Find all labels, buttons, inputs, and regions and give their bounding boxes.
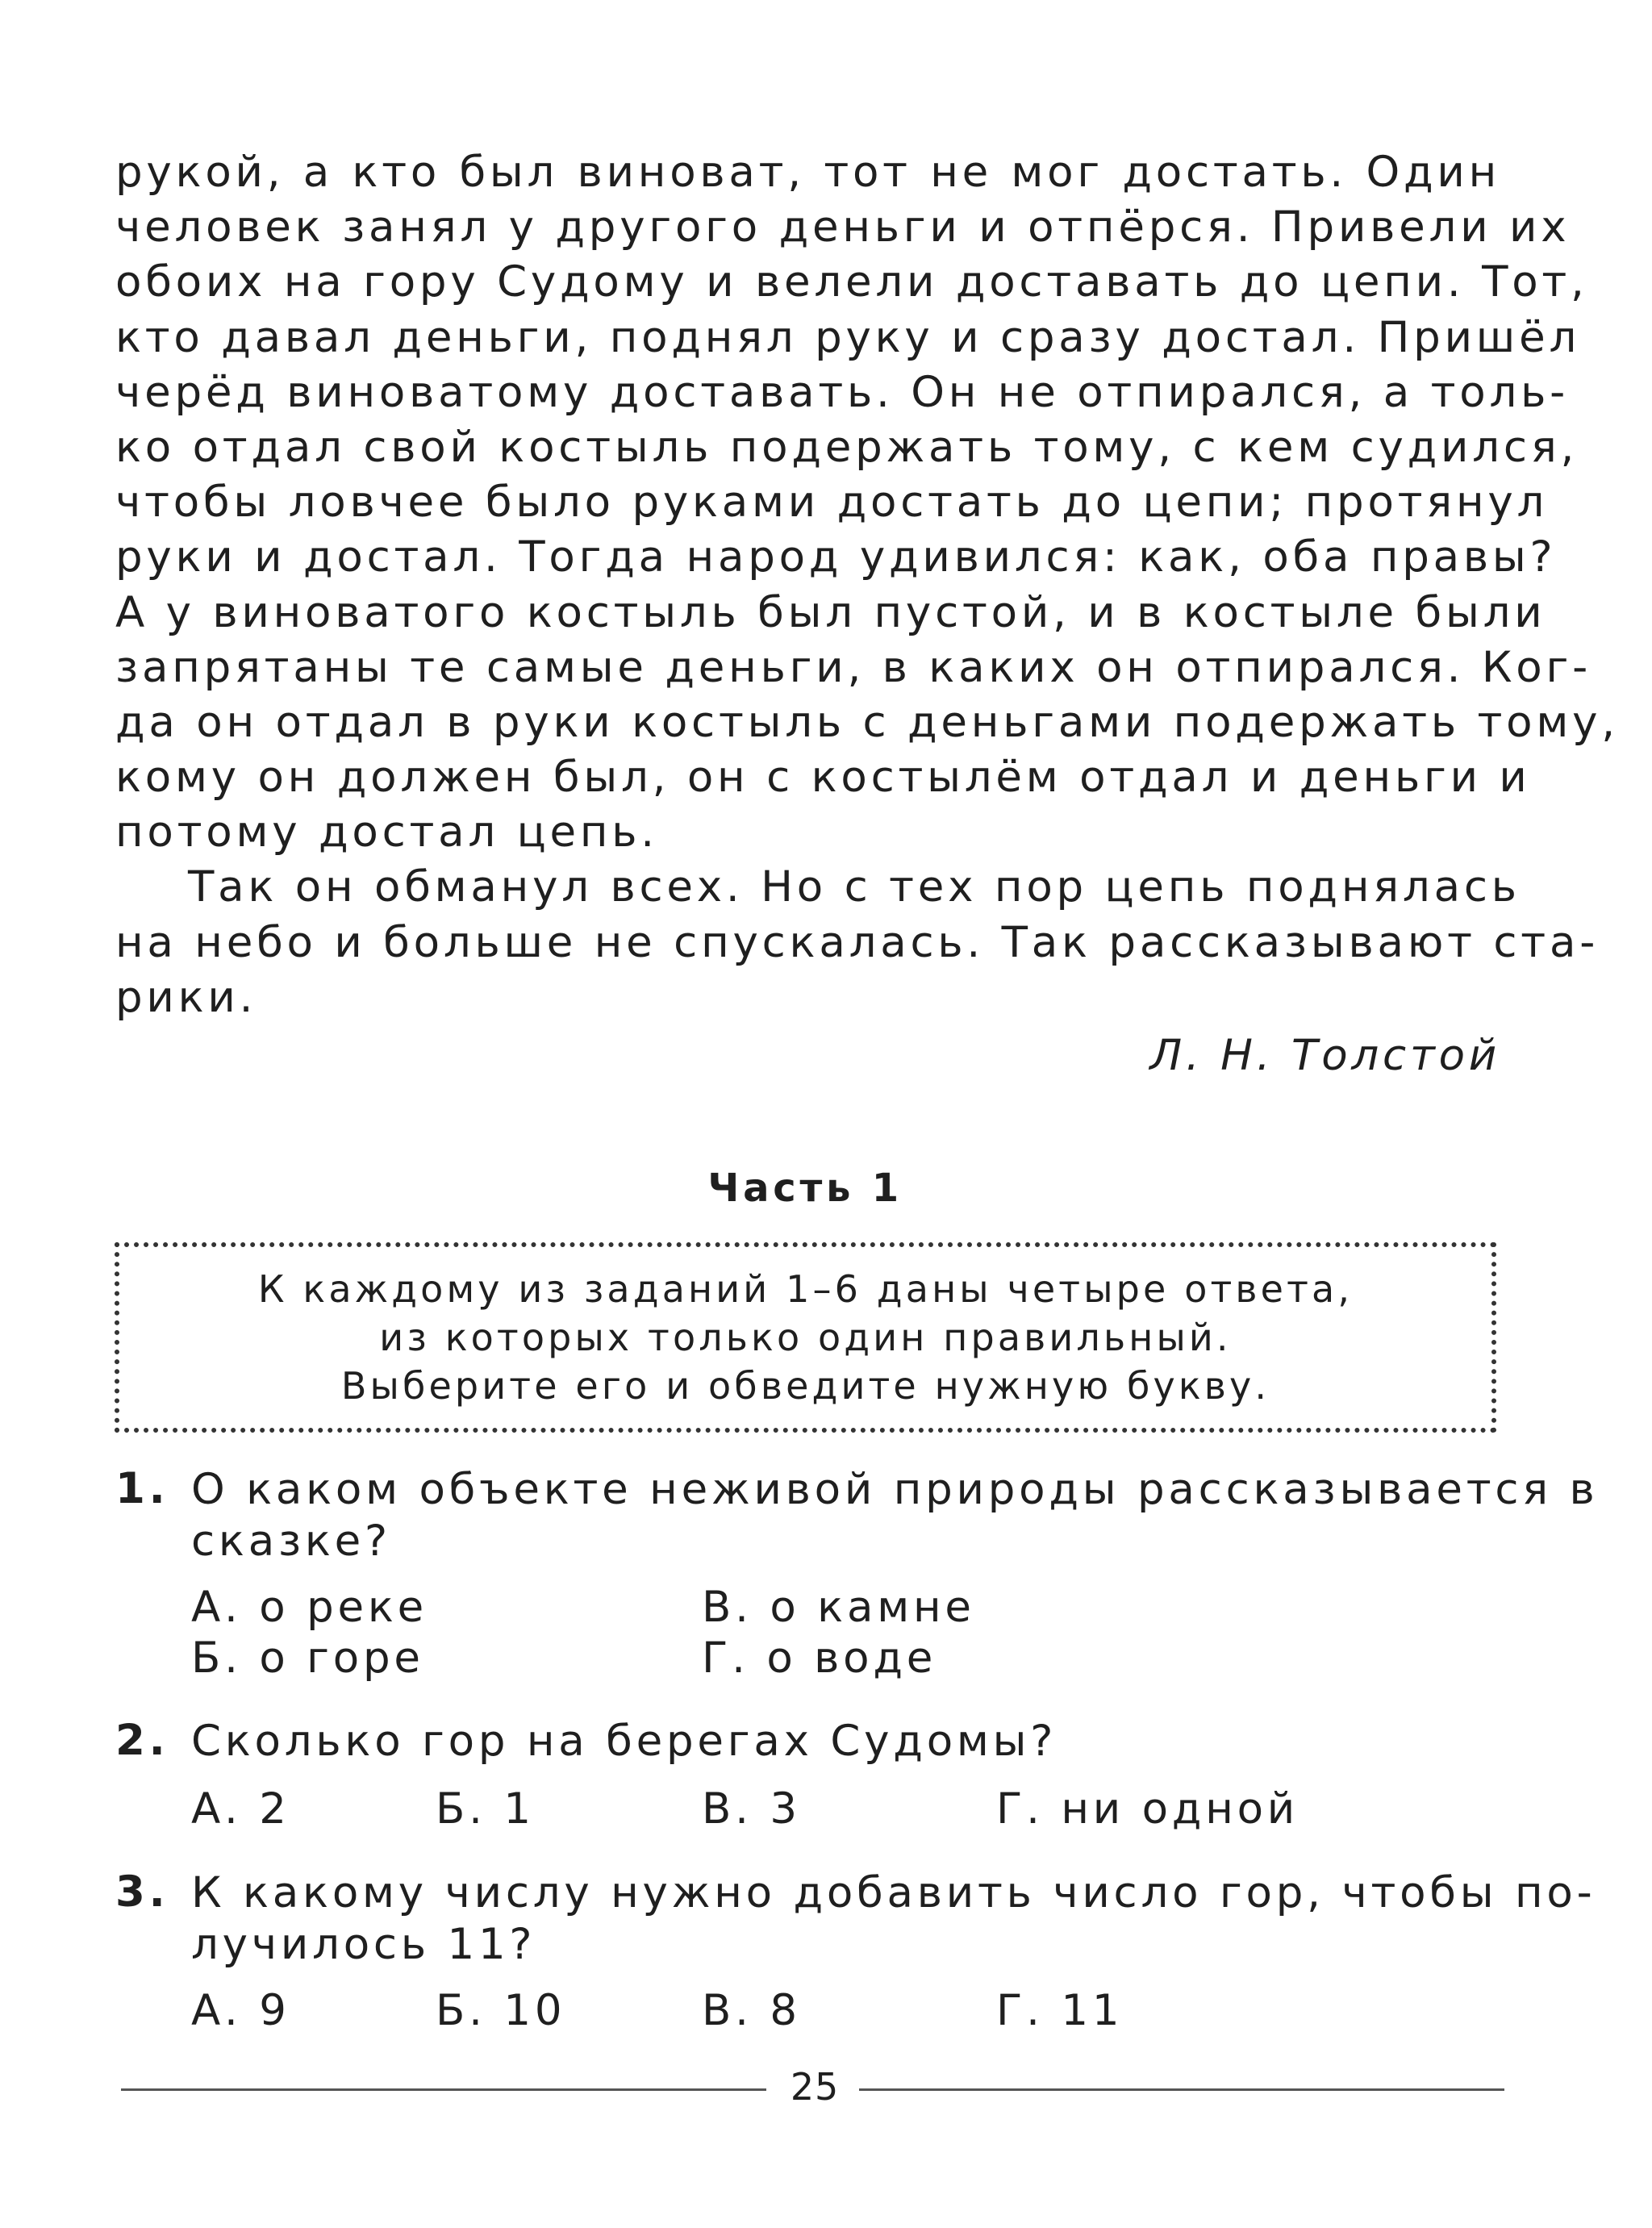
instruction-line: Выберите его и обведите нужную букву.: [340, 1364, 1270, 1408]
question-line: Сколько гор на берегах Судомы?: [191, 1717, 1058, 1766]
story-line: человек занял у другого деньги и отпёрся. Привели их: [115, 202, 1571, 252]
answer-option[interactable]: Б. 10: [436, 1986, 566, 2035]
question-1: [115, 1464, 1599, 1567]
answer-option[interactable]: В. 8: [702, 1986, 801, 2035]
question-text: [191, 1464, 1599, 1567]
instruction-line: из которых только один правильный.: [379, 1316, 1232, 1359]
question-line: лучилось 11?: [191, 1920, 536, 1969]
question-text: [191, 1716, 1500, 1767]
question-line: О каком объекте неживой природы рассказывается в: [191, 1465, 1599, 1514]
answer-option[interactable]: Б. о горе: [191, 1633, 424, 1683]
story-line: да он отдал в руки костыль с деньгами подержать тому,: [115, 697, 1619, 747]
story-line: кто давал деньги, поднял руку и сразу достал. Пришёл: [115, 312, 1581, 362]
story-line: рукой, а кто был виноват, тот не мог достать. Один: [115, 148, 1500, 197]
story-line: обоих на гору Судому и велели доставать до цепи. Тот,: [115, 257, 1588, 307]
question-line: сказке?: [191, 1517, 391, 1566]
story-line: на небо и больше не спускалась. Так рассказывают ста-: [115, 917, 1600, 967]
footer-rule-right: [859, 2088, 1504, 2091]
answer-option[interactable]: Г. ни одной: [996, 1784, 1299, 1834]
answer-option[interactable]: Б. 1: [436, 1784, 535, 1834]
question-3: [115, 1867, 1596, 1971]
question-text: [191, 1867, 1596, 1971]
answer-option[interactable]: А. 2: [191, 1784, 290, 1834]
instruction-line: К каждому из заданий 1–6 даны четыре ответа,: [257, 1267, 1354, 1311]
footer-rule-left: [121, 2088, 766, 2091]
answer-option[interactable]: А. 9: [191, 1986, 290, 2035]
part-title-text: Часть 1: [707, 1166, 903, 1211]
story-text: [115, 145, 1619, 1025]
answer-option[interactable]: В. 3: [702, 1784, 801, 1834]
question-2: [115, 1716, 1500, 1767]
story-line: Так он обманул всех. Но с тех пор цепь поднялась: [188, 862, 1521, 912]
question-number: 2.: [115, 1716, 169, 1765]
part-title: [0, 1166, 1577, 1211]
story-line: руки и достал. Тогда народ удивился: как, оба правы?: [115, 532, 1557, 582]
story-line: черёд виноватому доставать. Он не отпирался, а толь-: [115, 367, 1570, 417]
question-number: 1.: [115, 1464, 169, 1513]
story-line: кому он должен был, он с костылём отдал и деньги и: [115, 753, 1531, 803]
page-number: 25: [790, 2065, 840, 2109]
story-line: потому достал цепь.: [115, 807, 658, 857]
answer-option[interactable]: Г. 11: [996, 1986, 1124, 2035]
story-line: рики.: [115, 972, 257, 1022]
question-line: К какому числу нужно добавить число гор, чтобы по-: [191, 1868, 1596, 1917]
story-line: ко отдал свой костыль подержать тому, с кем судился,: [115, 422, 1579, 472]
story-line: чтобы ловчее было руками достать до цепи; протянул: [115, 478, 1549, 528]
answer-option[interactable]: А. о реке: [191, 1583, 428, 1632]
instruction-box: [115, 1242, 1496, 1433]
story-line: запрятаны те самые деньги, в каких он отпирался. Ког-: [115, 642, 1592, 692]
question-number: 3.: [115, 1867, 169, 1917]
answer-option[interactable]: Г. о воде: [702, 1633, 937, 1683]
story-author: Л. Н. Толстой: [1149, 1031, 1500, 1080]
answer-option[interactable]: В. о камне: [702, 1583, 975, 1632]
story-line: А у виноватого костыль был пустой, и в костыле были: [115, 587, 1546, 637]
